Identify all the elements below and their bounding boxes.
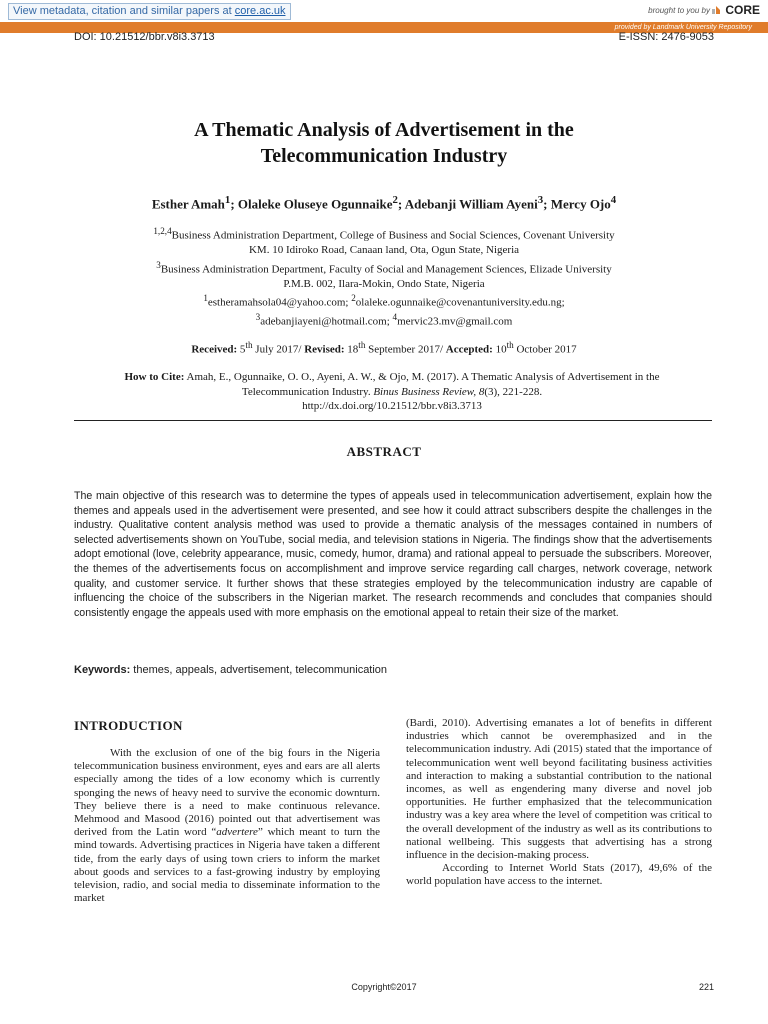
abstract-heading: ABSTRACT [346,444,422,459]
author-name: Adebanji William Ayeni [404,196,538,212]
core-banner [0,0,768,23]
keywords-list: themes, appeals, advertisement, telecommunication [130,664,388,676]
cite-text: Telecommunication Industry. [241,385,374,398]
affiliation-line [80,224,688,243]
paragraph [74,747,380,905]
email-line [80,291,688,310]
abstract-text: The main objective of this research was to determine the types of appeals used in telecommunication advertisement, explain how the themes and appeals used in the advertisement were presented, and see how it could attract subscribers despite the challenges in the industry. Qualitative content analysis method was used to provide a thematic analysis of the messages contained in numbers of selected advertisements shown on YouTube, social media, and television stations in Nigeria. The findings show that the advertisements adopt emotional (love, celebrity appearance, music, comedy, humor, drama) and rational appeal to persuade the subscribers. Moreover, the themes of the advertisements focus on accomplishment and improve service regarding call charges, network coverage, network quality, and customer service. It further shows that these strategies employed by the telecommunication industry are capable of influencing the choice of the subscribers in the Nigerian market. The research recommends and concludes that companies should consistently engage the appeals used with more emphasis on the emotional appeal to retain their size of the market. [74,490,712,619]
email-address[interactable]: mervic23.mv@gmail.com [397,316,513,329]
cite-issue: (3), 221-228. [484,385,543,398]
author-separator: ; [543,196,551,212]
date-sup: th [506,340,514,350]
cite-text: Amah, E., Ogunnaike, O. O., Ayeni, A. W., & Ojo, M. (2017). A Thematic Analysis of Advertisement in the [184,371,660,383]
received-date: July 2017/ [252,343,305,356]
revised-date: September 2017/ [365,343,446,356]
keywords-label: Keywords: [74,664,131,676]
date-sup: th [358,340,366,350]
provided-by-text: provided by Landmark University Repository [614,24,752,31]
affiliation-line [80,258,688,277]
paragraph-text: ” which meant to turn the mind towards. Advertising practices in Nigeria have taken a different tide, from the early days of using town criers to inform the market about goods and services to a fast-growing industry by employing television, radio, and social media to disseminate information to the market [74,826,380,905]
affiliation-text: Business Administration Department, Faculty of Social and Management Sciences, Elizade University [160,263,612,276]
email-address[interactable]: estheramahsola04@yahoo.com; [207,296,352,309]
article-title [60,117,708,169]
email-sup: 3 [255,312,261,323]
revised-label: Revised: [304,343,345,356]
paragraph: (Bardi, 2010). Advertising emanates a lot of benefits in different industries which cannot be overemphasized and in the telecommunication industry. Adi (2015) stated that the importance of telecommunication went well beyond facilitating business activities and interaction to making a substantial contribution to the national incomes, as well as engendering many diverse and novel job opportunities. He further emphasized that the telecommunication industry was a key area where the level of competition was critical to the overall development of the industry as well as its contributions to national wellbeing. This suggests that advertising has a strong influence in the decision-making process. [406,717,712,862]
cite-label: How to Cite: [124,371,185,383]
copyright: Copyright©2017 [351,982,417,992]
article-dates [60,340,708,356]
cite-journal: Binus Business Review, 8 [373,385,485,398]
email-line [80,310,688,329]
author-sup: 3 [537,194,544,206]
accepted-date: October 2017 [513,343,577,356]
affiliation-text: Business Administration Department, College of Business and Social Sciences, Covenant University [171,229,615,242]
title-line-1: A Thematic Analysis of Advertisement in the [194,119,574,141]
accepted-day: 10 [492,343,507,356]
author-list [40,194,728,212]
email-address[interactable]: adebanjiayeni@hotmail.com; [260,316,393,329]
core-logo-icon [710,4,722,16]
brought-to-you-text: brought to you by [648,6,710,15]
latin-word: advertere [216,826,258,839]
paragraph: According to Internet World Stats (2017), 49,6% of the world population have access to the internet. [406,862,712,888]
section-divider [74,420,712,421]
author-sup: 4 [610,194,617,206]
eissn-header: E-ISSN: 2476-9053 [618,32,714,40]
paragraph-text: With the exclusion of one of the big fours in the Nigeria telecommunication business environment, eyes and ears are all alerts especially among the tides of a low economy which is currently sponging the news of heavy need to survive the economic downturn. They believe there is a need to make continuous relevance. Mehmood and Masood (2016) pointed out that advertisement was derived from the Latin word “ [74,747,380,839]
email-sup: 2 [351,293,356,304]
intro-right-column [406,717,712,889]
affiliation-line [80,243,688,258]
core-metadata-link[interactable] [8,3,291,20]
title-line-2: Telecommunication Industry [260,145,508,167]
affiliations [80,224,688,330]
core-logo-text: CORE [725,3,760,17]
affiliation-line [80,277,688,292]
core-link-prefix: View metadata, citation and similar papers at [13,5,235,17]
how-to-cite [72,370,712,414]
received-day: 5 [237,343,246,356]
cite-doi-link[interactable]: http://dx.doi.org/10.21512/bbr.v8i3.3713 [302,400,482,412]
email-sup: 1 [203,293,208,304]
affiliation-text: KM. 10 Idiroko Road, Canaan land, Ota, Ogun State, Nigeria [248,244,520,257]
intro-left-column [74,747,380,905]
received-label: Received: [191,343,238,356]
doi-header: DOI: 10.21512/bbr.v8i3.3713 [74,32,215,40]
accepted-label: Accepted: [445,343,493,356]
author-separator: ; [397,196,405,212]
date-sup: th [245,340,253,350]
author-name: Mercy Ojo [550,196,611,212]
revised-day: 18 [344,343,359,356]
email-address[interactable]: olaleke.ogunnaike@covenantuniversity.edu.ng; [355,296,565,309]
author-sup: 2 [392,194,398,206]
keywords [74,664,712,676]
affiliation-text: P.M.B. 002, Ilara-Mokin, Ondo State, Nigeria [283,277,485,290]
introduction-heading: INTRODUCTION [74,718,183,733]
affiliation-sup: 3 [156,259,161,270]
core-link-text[interactable]: core.ac.uk [234,5,286,17]
author-separator: ; [230,196,238,212]
email-sup: 4 [392,312,398,323]
core-logo[interactable] [710,3,760,17]
author-sup: 1 [224,194,231,206]
author-name: Esther Amah [151,196,225,212]
page-number: 221 [698,982,714,992]
author-name: Olaleke Oluseye Ogunnaike [237,196,393,212]
affiliation-sup: 1,2,4 [153,226,172,236]
